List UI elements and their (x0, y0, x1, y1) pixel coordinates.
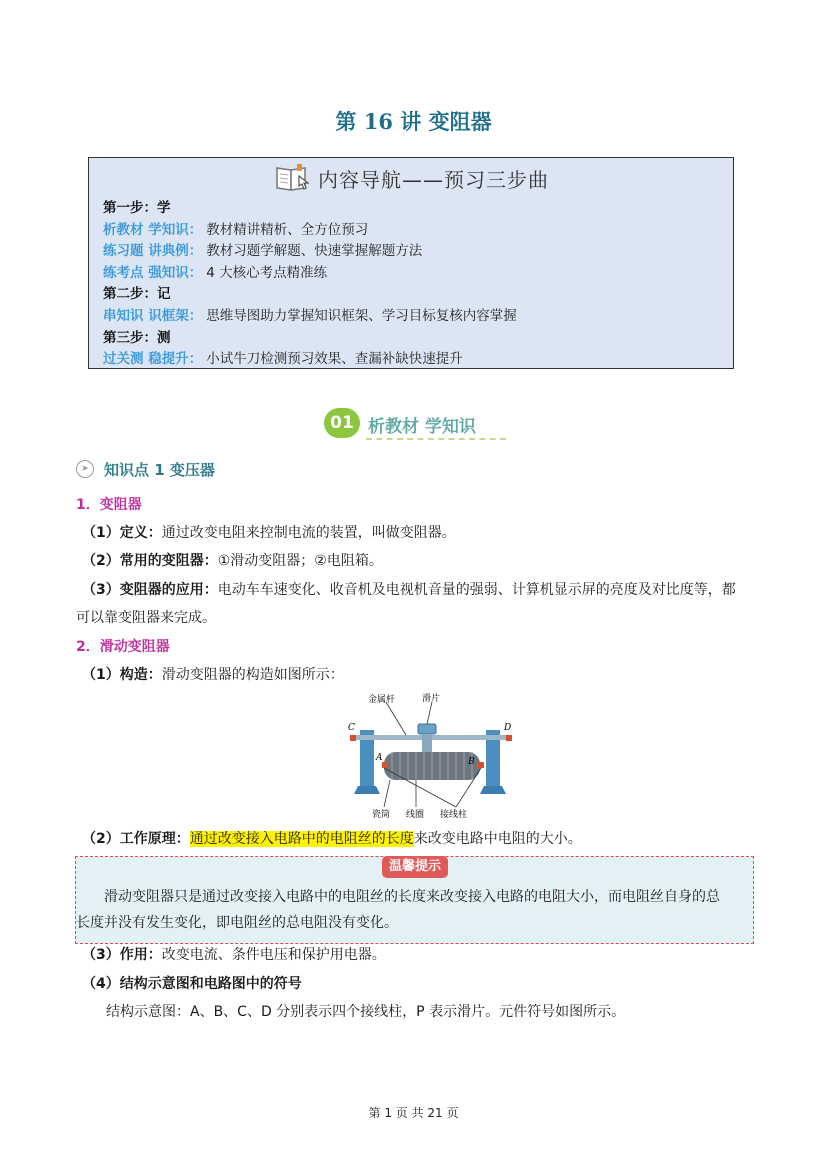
arrow-circle-icon: ➤ (76, 460, 94, 478)
nav-tag: 析教材 学知识： (103, 221, 203, 238)
nav-desc: 教材习题学解题、快速掌握解题方法 (206, 243, 423, 260)
common-label: （2）常用的变阻器： (82, 553, 218, 569)
nav-lines (103, 198, 517, 371)
role-text: 改变电流、条件电压和保护用电器。 (161, 947, 386, 963)
nav-tag: 过关测 稳提升： (103, 351, 203, 368)
nav-tag: 串知识 识框架： (103, 307, 203, 324)
definition-line (82, 522, 456, 542)
nav-line-4 (103, 306, 517, 328)
book-pointer-icon (273, 162, 313, 194)
application-label: （3）变阻器的应用： (82, 582, 218, 598)
principle-label: （2）工作原理： (82, 831, 190, 847)
nav-line-1 (103, 220, 517, 242)
nav-desc: 思维导图助力掌握知识框架、学习目标复核内容掌握 (206, 307, 517, 324)
structure-line (82, 664, 344, 684)
nav-desc: 小试牛刀检测预习效果、查漏补缺快速提升 (206, 351, 463, 368)
section-underline (366, 438, 506, 440)
principle-line (82, 828, 582, 848)
heading-slide-rheostat: 2．滑动变阻器 (76, 639, 170, 655)
knowledge-point-text: 知识点 1 变压器 (104, 461, 215, 479)
structure-label: （1）构造： (82, 667, 162, 683)
tip-line-2: 长度并没有发生变化，即电阻丝的总电阻没有变化。 (76, 915, 398, 931)
definition-label: （1）定义： (82, 525, 162, 541)
nav-tag: 练习题 讲典例： (103, 243, 203, 260)
nav-header-text: 内容导航——预习三步曲 (318, 167, 550, 192)
nav-line-3 (103, 263, 517, 285)
definition-text: 通过改变电阻来控制电流的装置，叫做变阻器。 (161, 525, 456, 541)
role-label: （3）作用： (82, 947, 162, 963)
principle-highlight: 通过改变接入电路中的电阻丝的长度 (189, 831, 414, 847)
application-text: 电动车车速变化、收音机及电视机音量的强弱、计算机显示屏的亮度及对比度等，都 (217, 582, 736, 598)
page-title: 第 16 讲 变阻器 (335, 109, 492, 134)
nav-line-5 (103, 349, 517, 371)
common-text: ①滑动变阻器；②电阻箱。 (217, 553, 383, 569)
nav-header (89, 162, 733, 198)
application-line-2: 可以靠变阻器来完成。 (76, 610, 216, 626)
label-d: D (504, 723, 512, 733)
page-footer: 第 1 页 共 21 页 (368, 1106, 459, 1120)
nav-step3: 第三步：测 (103, 329, 171, 346)
common-line (82, 550, 383, 570)
rheostat-illustration (346, 690, 518, 822)
tip-line-1: 滑动变阻器只是通过改变接入电路中的电阻丝的长度来改变接入电路的电阻大小，而电阻丝自身的总 (104, 889, 720, 905)
structure-text: 滑动变阻器的构造如图所示： (161, 667, 344, 683)
nav-tag: 练考点 强知识： (103, 264, 203, 281)
symbol-text: 结构示意图：A、B、C、D 分别表示四个接线柱，P 表示滑片。元件符号如图所示。 (106, 1004, 626, 1020)
label-coil: 线圈 (406, 810, 425, 820)
label-terminal: 接线柱 (440, 810, 468, 820)
label-slider: 滑片 (422, 694, 441, 704)
content-navigation-box (88, 157, 734, 369)
nav-step1: 第一步：学 (103, 200, 171, 216)
label-a: A (376, 753, 383, 763)
nav-desc: 4 大核心考点精准练 (206, 264, 328, 281)
application-line (82, 579, 736, 599)
tip-text (76, 884, 755, 936)
label-metal-rod: 金属杆 (368, 695, 396, 705)
section-header (322, 404, 512, 442)
principle-rest: 来改变电路中电阻的大小。 (413, 831, 582, 847)
nav-line-2 (103, 241, 517, 263)
label-porcelain: 瓷筒 (372, 810, 391, 820)
tip-badge: 温馨提示 (382, 856, 448, 878)
symbol-heading: （4）结构示意图和电路图中的符号 (82, 976, 302, 992)
label-c: C (348, 723, 355, 733)
role-line (82, 944, 386, 964)
tip-box (75, 856, 754, 944)
section-number-badge: 01 (324, 408, 360, 438)
rheostat-figure (346, 690, 518, 822)
heading-varistor: 1．变阻器 (76, 497, 142, 513)
section-label: 析教材 学知识 (368, 417, 476, 437)
nav-desc: 教材精讲精析、全方位预习 (206, 221, 369, 238)
label-b: B (468, 757, 475, 767)
nav-step2: 第二步：记 (103, 286, 171, 303)
